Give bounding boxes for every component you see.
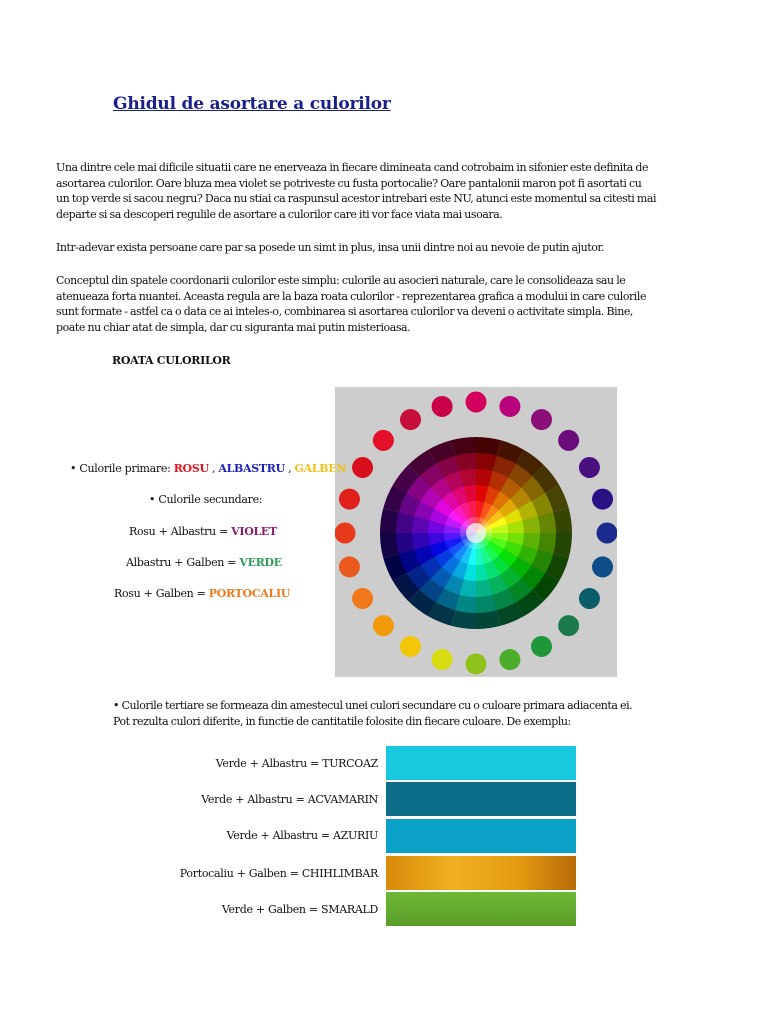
result-orange: PORTOCALIU [208, 587, 291, 600]
wheel-center [466, 523, 486, 543]
wheel-dot [352, 588, 373, 609]
secondary-green [126, 556, 282, 569]
formula: Rosu + Albastru = [129, 525, 232, 538]
result-violet: VIOLET [231, 525, 277, 538]
formula: Albastru + Galben = [126, 556, 240, 569]
wheel-dot [597, 523, 618, 544]
wheel-dot [531, 409, 552, 430]
wheel-dot [352, 457, 373, 478]
page-title: Ghidul de asortare a culorilor [113, 94, 391, 114]
second-paragraph: Intr-adevar exista persoane care par sa posede un simt in plus, insa unii dintre noi au nevoie de putin ajutor. [56, 241, 605, 254]
intro-paragraph: Una dintre cele mai dificile situatii care ne enerveaza in fiecare dimineata cand cotrobaim in sifonier este definita de asortarea culorilor. Oare bluza mea violet se potriveste cu fusta portocalie? Oare pantalonii maron pot fi asortati cu un top verde si sacou negru? Daca nu stiai ca raspunsul acestor intrebari este NU, atunci este momentul sa citesti mai departe si sa descoperi regulile de asortare a culorilor care iti vor face viata mai usoara. [56, 161, 657, 221]
wheel-dot [400, 636, 421, 657]
wheel-dot [373, 430, 394, 451]
wheel-dot [339, 556, 360, 577]
swatch-azuriu [386, 819, 576, 853]
swatch-acvamarin [386, 782, 576, 816]
formula: Rosu + Galben = [114, 587, 209, 600]
concept-paragraph: Conceptul din spatele coordonarii culorilor este simplu: culorile au asocieri naturale, care le consolideaza sau le atenueaza forta nuantei. Aceasta regula are la baza roata culorilor - reprezentarea grafica a modului in care culorile sunt formate - astfel ca o data ce ai inteles-o, combinarea si asortarea culorilor va deveni o activitate simpla. Bine, poate nu chiar atat de simpla, dar cu siguranta mai putin misterioasa. [56, 274, 646, 334]
tertiary-label-azuriu: Verde + Albastru = AZURIU [226, 829, 378, 842]
tertiary-label-chihlimbar: Portocaliu + Galben = CHIHLIMBAR [179, 867, 378, 880]
primary-red: ROSU [173, 462, 209, 475]
primary-blue: ALBASTRU [218, 462, 285, 475]
swatch-smarald [386, 892, 576, 926]
tertiary-label-smarald: Verde + Galben = SMARALD [221, 903, 378, 916]
wheel-dot [579, 457, 600, 478]
secondary-heading: • Culorile secundare: [149, 493, 263, 506]
secondary-violet [129, 525, 277, 538]
color-wheel-image [335, 387, 617, 677]
wheel-dot [592, 556, 613, 577]
separator: , [284, 462, 295, 475]
wheel-dot [335, 523, 356, 544]
tertiary-label-turcoaz: Verde + Albastru = TURCOAZ [215, 757, 378, 770]
primary-colors-line [70, 462, 346, 475]
wheel-dot [558, 430, 579, 451]
wheel-dot [400, 409, 421, 430]
wheel-dot [579, 588, 600, 609]
separator: , [208, 462, 219, 475]
wheel-dot [531, 636, 552, 657]
wheel-dot [432, 649, 453, 670]
swatch-chihlimbar [386, 856, 576, 890]
primary-yellow: GALBEN [294, 462, 347, 475]
primary-prefix: • Culorile primare: [70, 462, 174, 475]
wheel-dot [499, 396, 520, 417]
wheel-dot [592, 489, 613, 510]
wheel-dot [499, 649, 520, 670]
wheel-dot [466, 654, 487, 675]
secondary-orange [114, 587, 290, 600]
result-green: VERDE [239, 556, 282, 569]
wheel-dot [558, 615, 579, 636]
wheel-dot [339, 489, 360, 510]
wheel-heading: ROATA CULORILOR [112, 354, 231, 367]
wheel-dot [466, 392, 487, 413]
wheel-dot [373, 615, 394, 636]
tertiary-label-acvamarin: Verde + Albastru = ACVAMARIN [201, 793, 378, 806]
swatch-turcoaz [386, 746, 576, 780]
tertiary-paragraph: • Culorile tertiare se formeaza din amestecul unei culori secundare cu o culoare primara adiacenta ei. Pot rezulta culori diferite, in functie de cantitatile folosite din fiecare culoare. De exemplu: [113, 699, 633, 728]
wheel-dot [432, 396, 453, 417]
